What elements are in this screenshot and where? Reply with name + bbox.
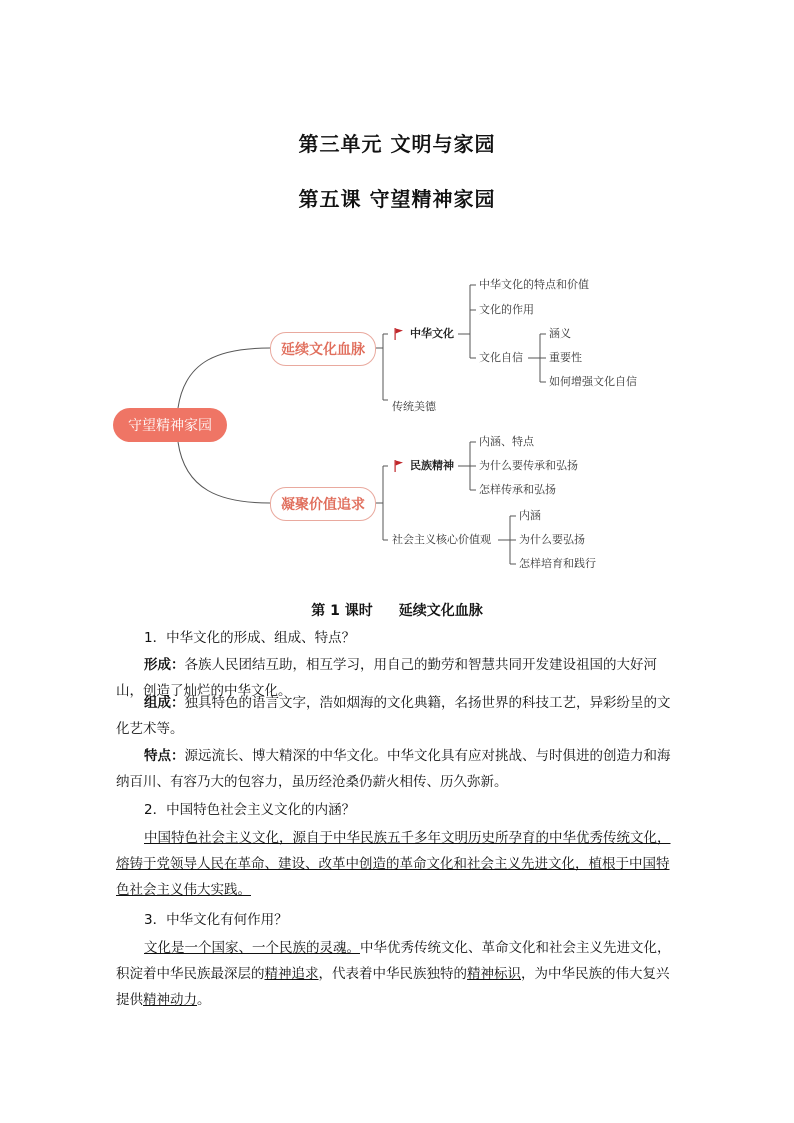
question-2: 2．中国特色社会主义文化的内涵？: [144, 802, 356, 818]
mind-map-root: 守望精神家园: [113, 408, 227, 442]
lesson-title: 第五课 守望精神家园: [298, 187, 496, 211]
answer-3: 文化是一个国家、一个民族的灵魂。中华优秀传统文化、革命文化和社会主义先进文化，积淀着中华民族最深层的精神追求，代表着中华民族独特的精神标识，为中华民族的伟大复兴提供精神动力。: [116, 940, 671, 1008]
node-culture-role: 文化的作用: [479, 303, 534, 316]
node-spirit-how: 怎样传承和弘扬: [479, 483, 556, 496]
answer-composition: 组成：独具特色的语言文字，浩如烟海的文化典籍，名扬世界的科技工艺，异彩纷呈的文化艺术等。: [116, 695, 671, 737]
node-values-how: 怎样培育和践行: [519, 557, 596, 570]
flag-icon: [394, 460, 404, 472]
node-confidence-meaning: 涵义: [549, 327, 571, 340]
unit-title: 第三单元 文明与家园: [298, 132, 496, 156]
answer-formation: 形成：各族人民团结互助，相互学习，用自己的勤劳和智慧共同开发建设祖国的大好河山，创造了灿烂的中华文化。: [116, 657, 657, 699]
answer-2: 中国特色社会主义文化，源自于中华民族五千多年文明历史所孕育的中华优秀传统文化，熔铸于党领导人民在革命、建设、改革中创造的革命文化和社会主义先进文化，植根于中国特色社会主义伟大实践。: [116, 830, 671, 898]
answer-features: 特点：源远流长、博大精深的中华文化。中华文化具有应对挑战、与时俱进的创造力和海纳百川、有容乃大的包容力，虽历经沧桑仍薪火相传、历久弥新。: [116, 748, 671, 790]
node-core-values: 社会主义核心价值观: [392, 533, 491, 546]
node-values-meaning: 内涵: [519, 509, 541, 522]
flag-icon: [394, 328, 404, 340]
node-national-spirit: 民族精神: [410, 459, 454, 472]
node-traditional-virtue: 传统美德: [392, 400, 436, 413]
node-spirit-meaning: 内涵、特点: [479, 435, 534, 448]
node-confidence-how: 如何增强文化自信: [549, 375, 637, 388]
node-culture-confidence: 文化自信: [479, 351, 523, 364]
branch-values: 凝聚价值追求: [270, 487, 376, 521]
branch-culture: 延续文化血脉: [270, 332, 376, 366]
question-1: 1．中华文化的形成、组成、特点？: [144, 630, 356, 646]
question-3: 3．中华文化有何作用？: [144, 912, 288, 928]
node-culture-traits: 中华文化的特点和价值: [479, 278, 589, 291]
node-values-why: 为什么要弘扬: [519, 533, 585, 546]
node-confidence-importance: 重要性: [549, 351, 582, 364]
node-spirit-why: 为什么要传承和弘扬: [479, 459, 578, 472]
node-chinese-culture: 中华文化: [410, 327, 454, 340]
mind-map: [0, 260, 794, 590]
section-heading: 第 1 课时 延续文化血脉: [311, 603, 483, 619]
